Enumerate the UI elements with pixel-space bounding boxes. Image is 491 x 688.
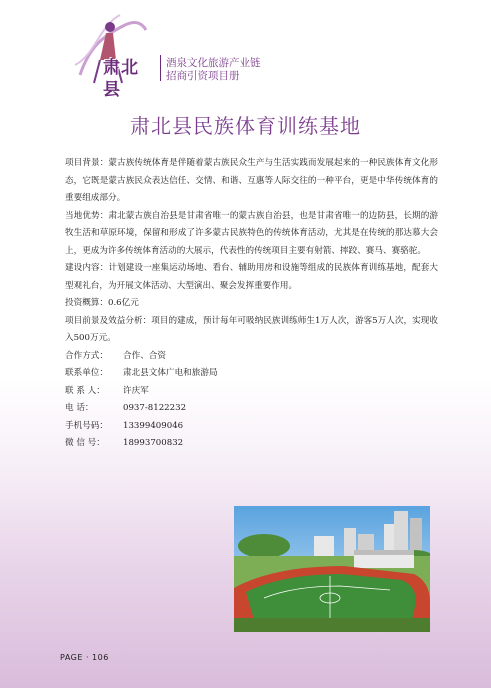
contact-value: 18993700832 (123, 438, 184, 448)
contact-row-wechat (65, 435, 438, 453)
section-prospects (65, 313, 438, 348)
section-label: 投资概算： (65, 298, 108, 308)
contact-label: 微 信 号： (65, 438, 105, 448)
contact-label: 联系单位： (65, 368, 108, 378)
contact-label: 电 话： (65, 403, 94, 413)
contact-row-person (65, 383, 438, 401)
contact-label: 手机号码： (65, 420, 108, 431)
section-text: 计划建设一座集运动场地、看台、辅助用房和设施等组成的民族体育训练基地，配套大型观礼台，为开展文体活动、大型演出、聚会发挥重要作用。 (65, 263, 438, 291)
contact-row-unit (65, 365, 438, 383)
section-construction (65, 260, 438, 295)
section-advantage (65, 208, 438, 261)
section-label: 当地优势： (65, 210, 109, 221)
contact-value: 0937-8122232 (123, 403, 187, 413)
contact-value: 合作、合资 (123, 350, 166, 361)
contact-value: 肃北县文体广电和旅游局 (123, 368, 218, 378)
section-background (65, 155, 438, 208)
contact-value: 许庆军 (123, 385, 149, 396)
contact-value: 13399409046 (123, 420, 184, 431)
contact-row-phone (65, 400, 438, 418)
brand-subtitle-line2: 招商引资项目册 (166, 70, 240, 82)
contact-label: 联 系 人： (65, 385, 105, 396)
brand-logo-text: 肃北县 (103, 58, 139, 100)
contact-row-cooperation (65, 348, 438, 366)
section-text: 蒙古族传统体育是伴随着蒙古族民众生产与生活实践而发展起来的一种民族体育文化形态，它既是蒙古族民众表达信任、交情、和谐、互惠等人际交往的一种平台，更是中华传统体育的重要组成部分。 (65, 158, 438, 203)
section-label: 项目前景及效益分析： (65, 315, 152, 326)
page-number: PAGE · 106 (60, 653, 109, 662)
section-text: 项目的建成，预计每年可吸纳民族训练师生1万人次，游客5万人次，实现收入500万元。 (65, 315, 438, 343)
section-text: 肃北蒙古族自治县是甘肃省唯一的蒙古族自治县，也是甘肃省唯一的边防县，长期的游牧生活和草原环境，保留和形成了许多蒙古民族特色的传统体育活动，尤其是在传统的那达慕大会上，更成为许多传统体育活动的大展示，代表性的传统项目主要有射箭、摔跤、赛马、赛骆驼。 (65, 210, 438, 256)
page-header (0, 0, 491, 110)
stadium-rendering-image (234, 506, 430, 632)
section-label: 项目背景： (65, 158, 109, 168)
contact-row-mobile (65, 418, 438, 436)
project-content (65, 155, 438, 453)
brand-subtitle-line1: 酒泉文化旅游产业链 (166, 57, 261, 69)
page-title: 肃北县民族体育训练基地 (130, 114, 361, 138)
section-text: 0.6亿元 (107, 298, 139, 308)
section-investment (65, 295, 438, 313)
section-label: 建设内容： (65, 263, 109, 273)
brand-divider (160, 55, 161, 81)
contact-label: 合作方式： (65, 350, 108, 361)
